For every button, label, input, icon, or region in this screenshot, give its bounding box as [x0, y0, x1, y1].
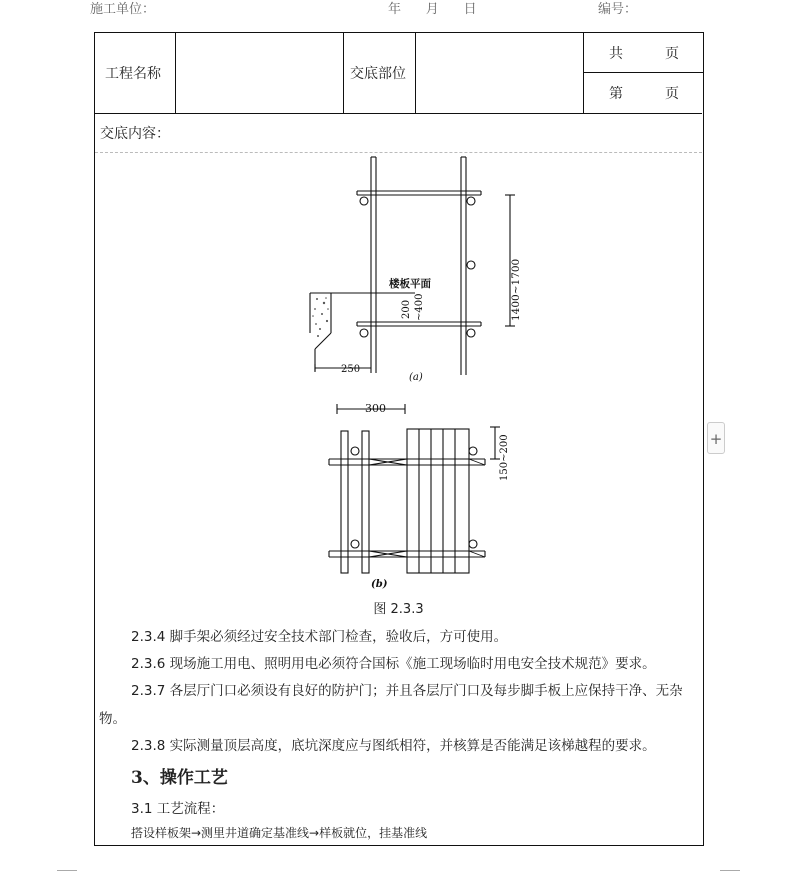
position-field[interactable]	[417, 35, 581, 111]
paragraph-2-3-6: 2.3.6 现场施工用电、照明用电必须符合国标《施工现场临时用电安全技术规范》要求。	[131, 656, 656, 672]
paragraph-2-3-7: 2.3.7 各层厅门口必须设有良好的防护门；并且各层厅门口及每步脚手板上应保持干净、无杂	[131, 683, 683, 699]
total-pages-label: 共	[609, 46, 623, 62]
page-number-unit: 页	[665, 86, 679, 102]
sub-title: 3.1 工艺流程：	[131, 801, 225, 817]
total-pages-unit: 页	[665, 46, 679, 62]
dimension-height-label: 1400~1700	[510, 258, 522, 321]
figure-a-letter: (a)	[409, 372, 423, 383]
position-label: 交底部位	[350, 66, 406, 82]
process-flow-text: 搭设样板架→测里井道确定基准线→样板就位，挂基准线	[131, 826, 428, 840]
figure-b-scaffold-plan	[327, 399, 510, 590]
date-label: 年 月 日	[388, 2, 477, 17]
page-corner-right	[720, 870, 740, 877]
document-sheet	[94, 32, 704, 846]
content-label: 交底内容：	[100, 126, 170, 142]
figure-caption: 图 2.3.3	[373, 602, 424, 617]
number-label: 编号：	[598, 2, 638, 17]
section-title: 3、操作工艺	[131, 768, 228, 788]
header-table	[95, 33, 702, 114]
figure-a-scaffold-elevation	[305, 153, 545, 388]
page-corner-left	[57, 870, 77, 877]
floor-plane-label: 楼板平面	[389, 278, 431, 290]
page-number-label: 第	[609, 86, 623, 102]
dimension-spacing-label: 150~200	[499, 434, 510, 481]
paragraph-2-3-7-continued: 物。	[99, 711, 126, 727]
figure-b-letter: (b)	[371, 579, 388, 590]
dimension-offset2-label: ~400	[414, 293, 425, 321]
add-comment-button[interactable]: +	[707, 422, 725, 454]
paragraph-2-3-8: 2.3.8 实际测量顶层高度，底坑深度应与图纸相符，并核算是否能满足该梯越程的要求。	[131, 738, 656, 754]
dimension-width-label: 300	[365, 402, 386, 415]
dimension-side-label: 250	[341, 364, 361, 375]
dimension-offset-label: 200	[401, 299, 412, 319]
project-name-field[interactable]	[177, 35, 341, 111]
paragraph-2-3-4: 2.3.4 脚手架必须经过安全技术部门检查，验收后，方可使用。	[131, 629, 508, 645]
unit-label: 施工单位：	[90, 2, 156, 17]
project-name-label: 工程名称	[105, 66, 161, 82]
